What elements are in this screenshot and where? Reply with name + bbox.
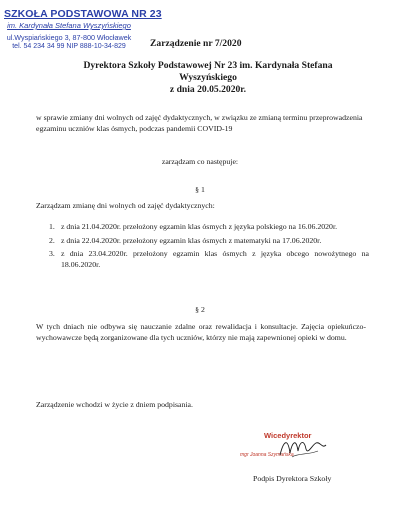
stamp-role: Wicedyrektor <box>264 431 312 440</box>
stamp-phone-nip: tel. 54 234 34 99 NIP 888-10-34-829 <box>12 43 126 50</box>
subtitle-line-2: Wyszyńskiego <box>179 72 237 83</box>
subtitle-line-3: z dnia 20.05.2020r. <box>169 84 247 95</box>
list-item-text: z dnia 22.04.2020r. przełożony egzamin klas ósmych z matematyki na 17.06.2020r. <box>61 235 322 245</box>
document-subtitle <box>68 60 348 96</box>
list-item-number: 3. <box>49 249 55 258</box>
stamp-school-name: SZKOŁA PODSTAWOWA NR 23 <box>4 8 162 20</box>
list-item <box>49 249 369 270</box>
section-1-lead: Zarządzam zmianę dni wolnych od zajęć dydaktycznych: <box>36 201 215 210</box>
signature-caption: Podpis Dyrektora Szkoły <box>253 474 332 483</box>
list-item-text: z dnia 23.04.2020r. przełożony egzamin klas ósmych z języka obcego nowożytnego na 18.06.2020r. <box>61 249 369 269</box>
stamp-address: ul.Wyspiańskiego 3, 87-800 Włocławek <box>6 33 132 42</box>
signature-stamp <box>240 431 360 463</box>
decree-line: zarządzam co następuje: <box>161 157 239 166</box>
section-1-heading: § 1 <box>195 185 205 194</box>
closing-statement: Zarządzenie wchodzi w życie z dniem podpisania. <box>36 400 193 409</box>
intro-paragraph: w sprawie zmiany dni wolnych od zajęć dydaktycznych, w związku ze zmianą terminu przeprowadzenia egzaminu uczniów klas ósmych, podczas pandemii COVID-19 <box>36 113 363 133</box>
list-item <box>49 222 369 233</box>
list-item-text: z dnia 21.04.2020r. przełożony egzamin klas ósmych z języka polskiego na 16.06.2020r. <box>61 222 338 231</box>
list-item-number: 1. <box>49 222 55 231</box>
section-2-paragraph: W tych dniach nie odbywa się nauczanie zdalne oraz rewalidacja i konsultacje. Zajęcia opiekuńczo- wychowawcze będą zorganizowane dla tych uczniów, którzy nie mają zapewnionej opieki w domu. <box>36 322 366 342</box>
stamp-patron: im. Kardynała Stefana Wyszyńskiego <box>7 21 131 30</box>
stamp-person: mgr Joanna Szymańska <box>240 452 294 458</box>
subtitle-line-1: Dyrektora Szkoły Podstawowej Nr 23 im. Kardynała Stefana <box>83 60 333 71</box>
document-title: Zarządzenie nr 7/2020 <box>150 38 242 49</box>
list-item-number: 2. <box>49 235 55 245</box>
section-2-heading: § 2 <box>195 305 205 314</box>
handwritten-signature <box>278 435 328 461</box>
list-item <box>49 236 369 247</box>
school-stamp <box>4 8 162 50</box>
change-list <box>49 222 369 273</box>
